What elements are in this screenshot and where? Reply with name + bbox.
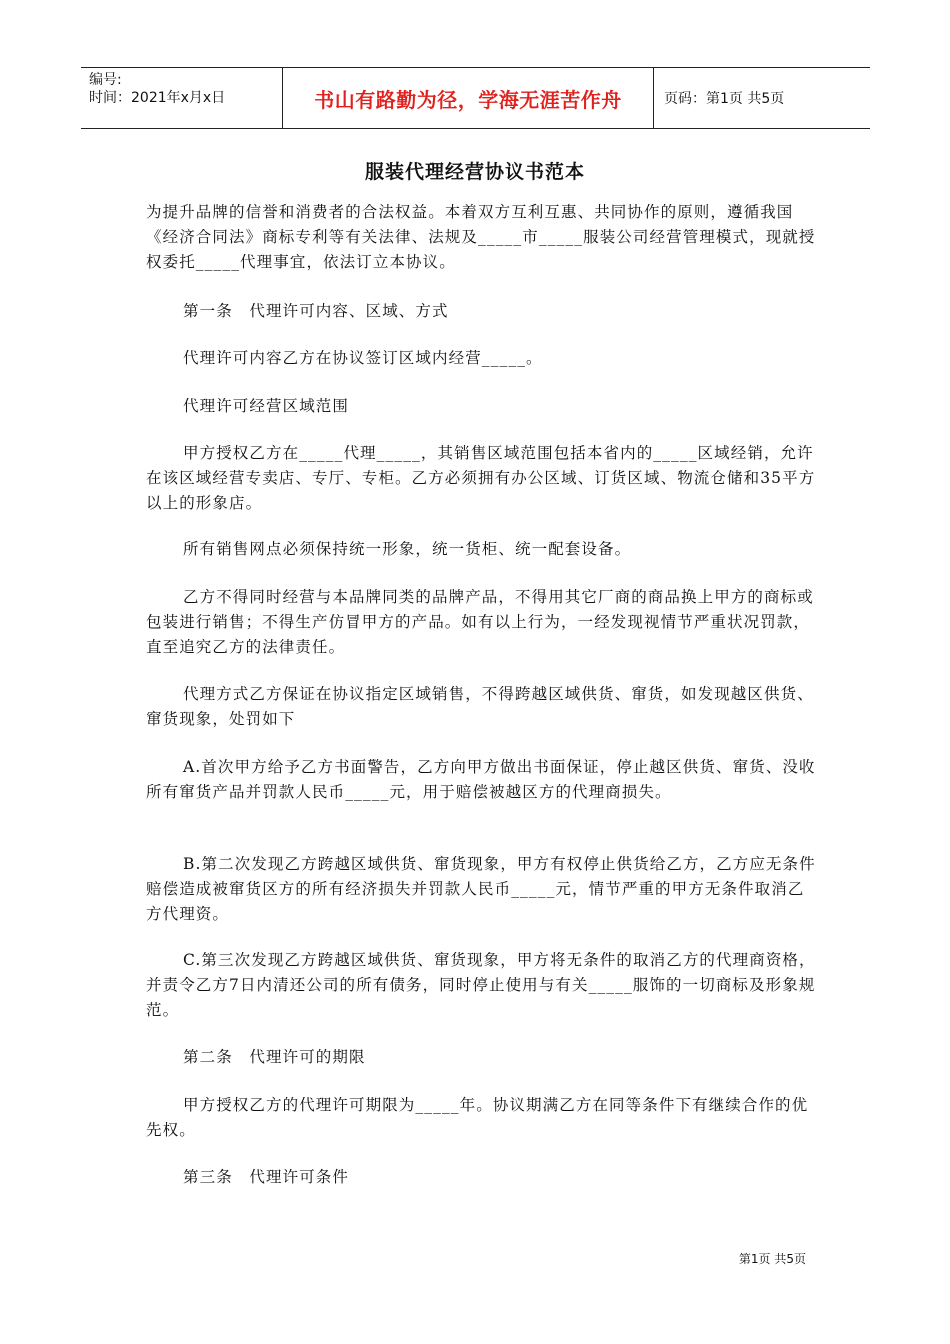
paragraph: 甲方授权乙方的代理许可期限为_____年。协议期满乙方在同等条件下有继续合作的优先权。 — [146, 1096, 809, 1139]
paragraph-clause-b: B.第二次发现乙方跨越区域供货、窜货现象，甲方有权停止供货给乙方，乙方应无条件赔偿造成被窜货区方的所有经济损失并罚款人民币_____元，情节严重的甲方无条件取消乙方代理资。 — [146, 855, 816, 923]
paragraph: 代理许可经营区域范围 — [183, 397, 350, 415]
paragraph: 所有销售网点必须保持统一形象，统一货柜、统一配套设备。 — [183, 540, 632, 558]
header-motto: 书山有路勤为径，学海无涯苦作舟 — [314, 87, 622, 112]
document-title: 服装代理经营协议书范本 — [364, 161, 585, 183]
paragraph-intro: 为提升品牌的信誉和消费者的合法权益。本着双方互利互惠、共同协作的原则，遵循我国《经济合同法》商标专利等有关法律、法规及_____市_____服装公司经营管理模式，现就授权委托_____代理事宜，依法订立本协议。 — [146, 203, 816, 271]
paragraph: 代理许可内容乙方在协议签订区域内经营_____。 — [183, 349, 543, 367]
article-2-heading: 第二条 代理许可的期限 — [183, 1048, 366, 1066]
doc-date-label: 时间：2021年x月x日 — [89, 90, 226, 106]
paragraph-clause-c: C.第三次发现乙方跨越区域供货、窜货现象，甲方将无条件的取消乙方的代理商资格，并责令乙方7日内清还公司的所有债务，同时停止使用与有关_____服饰的一切商标及形象规范。 — [146, 951, 816, 1019]
paragraph: 乙方不得同时经营与本品牌同类的品牌产品，不得用其它厂商的商品换上甲方的商标或包装进行销售；不得生产仿冒甲方的产品。如有以上行为，一经发现视情节严重状况罚款，直至追究乙方的法律责任。 — [146, 588, 814, 656]
doc-number-label: 编号: — [89, 72, 122, 88]
paragraph-clause-a: A.首次甲方给予乙方书面警告，乙方向甲方做出书面保证，停止越区供货、窜货、没收所有窜货产品并罚款人民币_____元，用于赔偿被越区方的代理商损失。 — [146, 758, 816, 801]
header-meta — [81, 68, 282, 128]
header-page-cell — [654, 68, 870, 128]
article-1-heading: 第一条 代理许可内容、区域、方式 — [183, 302, 449, 320]
article-3-heading: 第三条 代理许可条件 — [183, 1168, 350, 1186]
page-header — [81, 67, 870, 129]
header-motto-cell — [282, 68, 654, 128]
paragraph: 代理方式乙方保证在协议指定区域销售，不得跨越区域供货、窜货，如发现越区供货、窜货现象，处罚如下 — [146, 685, 814, 728]
paragraph: 甲方授权乙方在_____代理_____，其销售区域范围包括本省内的_____区域经销，允许在该区域经营专卖店、专厅、专柜。乙方必须拥有办公区域、订货区域、物流仓储和35平方以上的形象店。 — [146, 444, 816, 512]
header-page-label: 页码：第1页 共5页 — [664, 91, 785, 107]
page-footer: 第1页 共5页 — [738, 1252, 806, 1266]
